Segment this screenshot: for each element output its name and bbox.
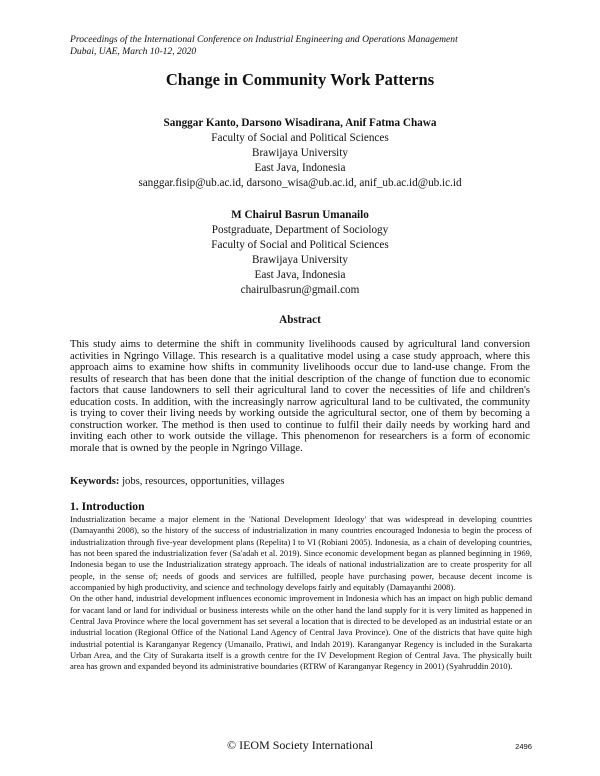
author-faculty-1: Faculty of Social and Political Sciences	[211, 132, 389, 144]
author-university-1: Brawijaya University	[251, 147, 348, 159]
page-number: 2496	[515, 742, 532, 751]
paper-title: Change in Community Work Patterns	[165, 70, 435, 89]
introduction-heading: 1. Introduction	[70, 500, 145, 513]
author-location-1: East Java, Indonesia	[254, 162, 346, 174]
author-department-2: Postgraduate, Department of Sociology	[211, 224, 389, 236]
author-group-1	[0, 116, 600, 191]
introduction-body	[70, 514, 532, 673]
author-faculty-2: Faculty of Social and Political Sciences	[211, 239, 389, 251]
keywords-label: Keywords:	[70, 476, 120, 487]
abstract-heading: Abstract	[279, 314, 321, 326]
author-location-2: East Java, Indonesia	[254, 269, 346, 281]
author-email-2: chairulbasrun@gmail.com	[240, 284, 360, 296]
author-names-2: M Chairul Basrun Umanailo	[231, 209, 369, 221]
proceedings-line-2: Dubai, UAE, March 10-12, 2020	[70, 46, 197, 57]
introduction-paragraph-1: Industrialization became a major element in the 'National Development Ideology' that was widespread in developing countries (Damayanthi 2008), so the history of the success of industrialization in many countries encouraged Indonesia to begin the process of industrialization through five-year development plans (Repelita) I to VI (Robiani 2005). Indonesia, as a chain of developing countries, has not been spared the industrialization fever (Sa'adah et al. 2019). Since economic development began as planned beginning in 1969, Indonesia began to use the Industrialization strategy approach. The ideals of national industrialization are to create prosperity for all people, in the sense of; needs of goods and services are fulfilled, people have purchasing power, because decent income is accompanied by high productivity, and science and technology develops fairly and equitably (Damayanthi 2008).	[70, 514, 532, 593]
keywords	[70, 476, 285, 487]
author-university-2: Brawijaya University	[251, 254, 348, 266]
author-group-2	[0, 208, 600, 298]
keywords-text: jobs, resources, opportunities, villages	[122, 476, 285, 487]
abstract-text: This study aims to determine the shift in community livelihoods caused by agricultural land conversion activities in Ngringo Village. This research is a qualitative model using a case study approach, where this approach aims to examine how shifts in community livelihoods occur due to land-use change. From the results of research that has been done that the initial description of the change of function due to economic factors that cause landowners to sell their agricultural land to cover the necessities of life and children's education costs. In addition, with the increasingly narrow agricultural land to be cultivated, the community is trying to cover their living needs by working outside the agricultural sector, one of them by becoming a construction worker. The method is then used to continue to fulfil their daily needs by working hard and inviting each other to work outside the village. This phenomenon for researchers is a form of economic morale that is owned by the people in Ngringo Village.	[70, 339, 530, 454]
author-emails-1: sanggar.fisip@ub.ac.id, darsono_wisa@ub.ac.id, anif_ub.ac.id@ub.ic.id	[138, 177, 462, 189]
author-names-1: Sanggar Kanto, Darsono Wisadirana, Anif Fatma Chawa	[163, 117, 437, 129]
introduction-paragraph-2: On the other hand, industrial development influences economic improvement in Indonesia which has an impact on high public demand for vacant land or land for individual or business interests while on the other hand the land supply for it is very limited as happened in Central Java Province where the local government has set several a location that is directed to be developed as an industrial estate or an industrial location (Regional Office of the National Land Agency of Central Java Province). One of the districts that have quite high industrial potential is Karanganyar Regency (Umanailo, Pratiwi, and Indah 2019). Karanganyar Regency is included in the Surakarta Urban Area, and the City of Surakarta itself is a growth centre for the IV Development Region of Central Java. The physically built area has grown and expanded beyond its administrative boundaries (RTRW of Karanganyar Regency in 2001) (Syahruddin 2010).	[70, 593, 532, 672]
footer-society: © IEOM Society International	[226, 738, 374, 752]
proceedings-line-1: Proceedings of the International Conference on Industrial Engineering and Operations Management	[70, 34, 458, 45]
proceedings-header	[70, 34, 458, 58]
